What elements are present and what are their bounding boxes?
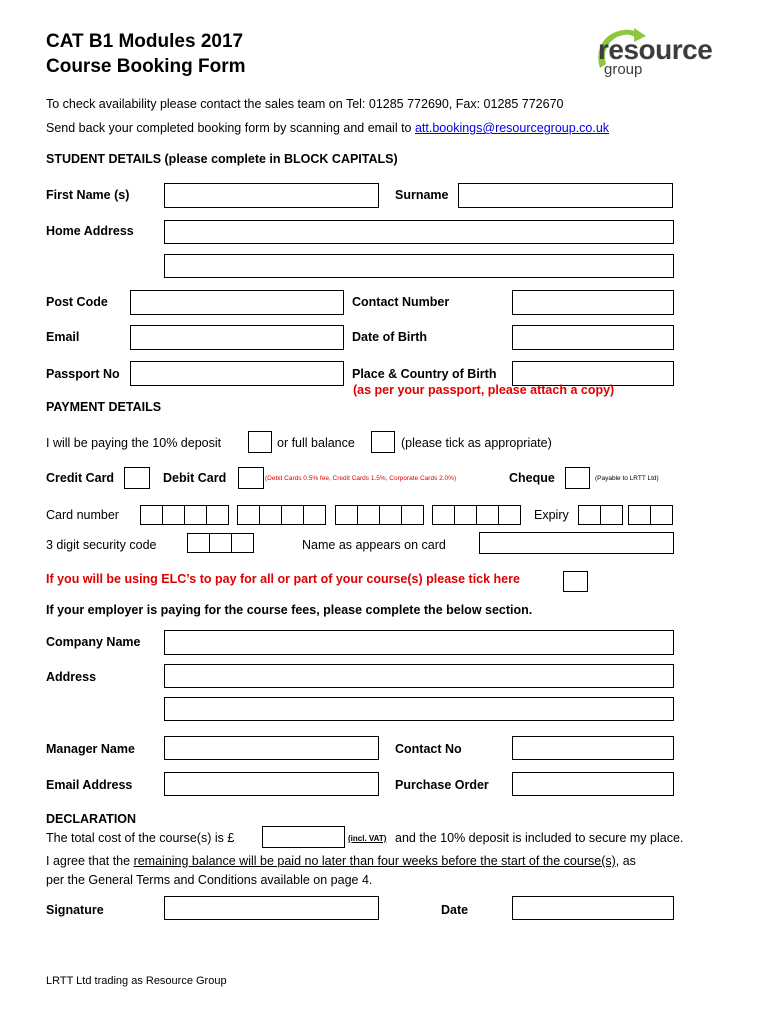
expiry-month-group[interactable] [578, 505, 623, 525]
deposit-checkbox[interactable] [248, 431, 272, 453]
cheque-note: (Payable to LRTT Ltd) [595, 475, 659, 482]
company-name-label: Company Name [46, 635, 141, 649]
agreement-underlined: remaining balance will be paid no later than four weeks before the start of the course(s) [133, 854, 616, 868]
post-code-field[interactable] [130, 290, 344, 315]
employer-intro: If your employer is paying for the course fees, please complete the below section. [46, 603, 533, 617]
intro-send-back-text: Send back your completed booking form by scanning and email to [46, 121, 415, 135]
tick-note: (please tick as appropriate) [401, 436, 552, 450]
security-code-label: 3 digit security code [46, 538, 157, 552]
incl-vat-note: (incl. VAT) [348, 834, 387, 843]
manager-name-field[interactable] [164, 736, 379, 760]
manager-name-label: Manager Name [46, 742, 135, 756]
passport-field[interactable] [130, 361, 344, 386]
student-details-heading: STUDENT DETAILS (please complete in BLOCK CAPITALS) [46, 152, 398, 166]
home-address-label: Home Address [46, 224, 134, 238]
credit-card-label: Credit Card [46, 471, 115, 485]
deposit-text: I will be paying the 10% deposit [46, 436, 222, 450]
dob-field[interactable] [512, 325, 674, 350]
home-address-line1-field[interactable] [164, 220, 674, 244]
card-fees-note: (Debit Cards 0.5% fee, Credit Cards 1.5%, Corporate Cards 2.0%) [265, 475, 457, 482]
name-on-card-field[interactable] [479, 532, 674, 554]
purchase-order-label: Purchase Order [395, 778, 489, 792]
booking-email-link[interactable]: att.bookings@resourcegroup.co.uk [414, 121, 610, 135]
intro-contact: To check availability please contact the sales team on Tel: 01285 772690, Fax: 01285 772670 [46, 97, 564, 111]
purchase-order-field[interactable] [512, 772, 674, 796]
total-cost-field[interactable] [262, 826, 345, 848]
employer-contact-label: Contact No [395, 742, 462, 756]
surname-label: Surname [395, 188, 449, 202]
first-name-field[interactable] [164, 183, 379, 208]
date-field[interactable] [512, 896, 674, 920]
card-number-group-2[interactable] [237, 505, 326, 525]
dob-label: Date of Birth [352, 330, 427, 344]
post-code-label: Post Code [46, 295, 108, 309]
full-balance-text: or full balance [277, 436, 355, 450]
home-address-line2-field[interactable] [164, 254, 674, 278]
cheque-checkbox[interactable] [565, 467, 590, 489]
email-label: Email [46, 330, 80, 344]
company-name-field[interactable] [164, 630, 674, 655]
full-balance-checkbox[interactable] [371, 431, 395, 453]
declaration-heading: DECLARATION [46, 812, 137, 826]
intro-send-back [46, 120, 609, 136]
place-of-birth-label: Place & Country of Birth [352, 367, 497, 381]
passport-note: (as per your passport, please attach a copy) [353, 383, 615, 397]
name-on-card-label: Name as appears on card [302, 538, 446, 552]
agreement-line1 [46, 853, 636, 869]
page-subtitle: Course Booking Form [46, 56, 246, 77]
expiry-year-group[interactable] [628, 505, 673, 525]
contact-number-field[interactable] [512, 290, 674, 315]
card-number-group-4[interactable] [432, 505, 521, 525]
total-cost-text: The total cost of the course(s) is £ [46, 831, 235, 845]
surname-field[interactable] [458, 183, 673, 208]
employer-address-label: Address [46, 670, 97, 684]
employer-address-line1-field[interactable] [164, 664, 674, 688]
footer-text: LRTT Ltd trading as Resource Group [46, 975, 227, 987]
elc-text: If you will be using ELC’s to pay for all or part of your course(s) please tick here [46, 572, 520, 586]
credit-card-checkbox[interactable] [124, 467, 150, 489]
debit-card-checkbox[interactable] [238, 467, 264, 489]
agreement-line2: per the General Terms and Conditions available on page 4. [46, 873, 373, 887]
deposit-included-text: and the 10% deposit is included to secure my place. [395, 831, 684, 845]
cheque-label: Cheque [509, 471, 555, 485]
logo-word: resource [598, 34, 713, 65]
contact-number-label: Contact Number [352, 295, 450, 309]
security-code-group[interactable] [187, 533, 254, 553]
date-label: Date [441, 903, 469, 917]
signature-label: Signature [46, 903, 104, 917]
passport-label: Passport No [46, 367, 120, 381]
employer-email-field[interactable] [164, 772, 379, 796]
expiry-label: Expiry [534, 508, 569, 522]
card-number-group-3[interactable] [335, 505, 424, 525]
agreement-prefix: I agree that the [46, 854, 134, 868]
debit-card-label: Debit Card [163, 471, 227, 485]
email-field[interactable] [130, 325, 344, 350]
first-name-label: First Name (s) [46, 188, 130, 202]
employer-contact-field[interactable] [512, 736, 674, 760]
resource-group-logo [592, 24, 732, 84]
elc-checkbox[interactable] [563, 571, 588, 592]
payment-details-heading: PAYMENT DETAILS [46, 400, 162, 414]
agreement-suffix: , as [615, 854, 636, 868]
employer-address-line2-field[interactable] [164, 697, 674, 721]
card-number-label: Card number [46, 508, 119, 522]
employer-email-label: Email Address [46, 778, 133, 792]
card-number-group-1[interactable] [140, 505, 229, 525]
page-title: CAT B1 Modules 2017 [46, 31, 244, 52]
logo-sub: group [604, 61, 643, 78]
signature-field[interactable] [164, 896, 379, 920]
